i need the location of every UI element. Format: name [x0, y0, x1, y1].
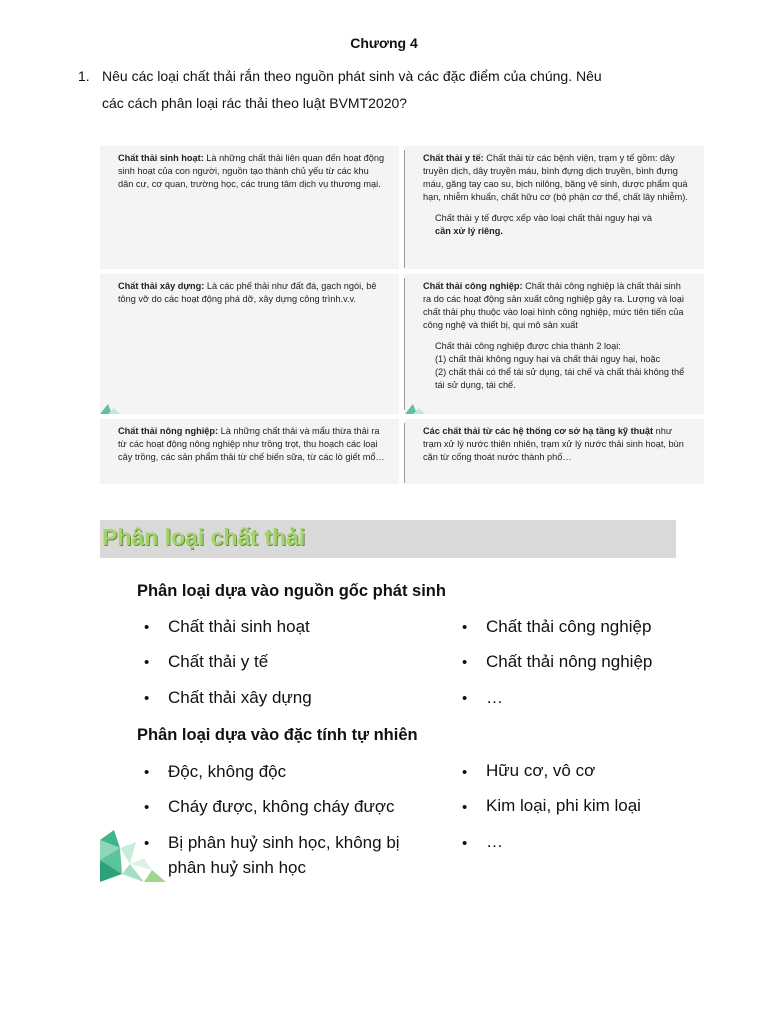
corner-decoration-icon — [405, 400, 427, 414]
bullet: • — [462, 619, 468, 636]
list-item-continuation: phân huỷ sinh học — [168, 858, 306, 877]
list-item: … — [486, 688, 503, 707]
industrial-waste-cell — [405, 274, 704, 414]
section-heading-nature: Phân loại dựa vào đặc tính tự nhiên — [137, 726, 418, 744]
domestic-waste-cell — [100, 146, 399, 269]
cell-note — [423, 212, 690, 238]
cell-text: Là những chất thải và mẩu thừa thải ra từ các hoạt động nông nghiệp như trồng trọt, thu hoạch các loại cây trồng, các sản phẩm thải từ chế biến sữa, từ các lò giết mổ… — [118, 426, 385, 462]
chapter-title: Chương 4 — [350, 35, 418, 51]
infrastructure-waste-cell — [405, 419, 704, 484]
list-item: Chất thải nông nghiệp — [486, 652, 653, 671]
subnote-line: (2) chất thải có thể tái sử dụng, tái chế và chất thải không thể tái sử dụng, tái chế. — [435, 367, 685, 390]
bullet: • — [462, 654, 468, 671]
slide-corner-decoration-icon — [100, 830, 172, 882]
waste-types-grid — [100, 146, 704, 484]
question-1 — [78, 63, 678, 117]
list-item: Chất thải sinh hoạt — [168, 617, 310, 636]
note-line: Chất thải y tế được xếp vào loại chất thải nguy hại và — [435, 213, 652, 223]
bullet: • — [144, 654, 150, 671]
list-item: Chất thải y tế — [168, 652, 269, 671]
subnote-line: (1) chất thải không nguy hại và chất thải nguy hại, hoặc — [435, 354, 661, 364]
slide-title: Phân loại chất thải — [102, 524, 306, 550]
question-line-1: Nêu các loại chất thải rắn theo nguồn phát sinh và các đặc điểm của chúng. Nêu — [102, 68, 602, 84]
cell-text: như trạm xử lý nước thiên nhiên, trạm xử lý nước thải sinh hoạt, bùn cặn từ cống thoát nước thành phố… — [423, 426, 684, 462]
bullet: • — [462, 799, 468, 816]
cell-heading: Các chất thải từ các hệ thống cơ sở hạ tầng kỹ thuật — [423, 426, 654, 436]
cell-text: Là những chất thải liên quan đến hoạt động sinh hoạt của con người, nguồn tạo thành chủ yếu từ các khu dân cư, cơ quan, trường học, các trung tâm dịch vụ thương mại. — [118, 153, 385, 189]
list-item: Cháy được, không cháy được — [168, 797, 395, 816]
agricultural-waste-cell — [100, 419, 399, 484]
cell-text: Chất thải từ các bệnh viện, trạm y tế gồm: dây truyền dịch, dây truyền máu, bình đựng dịch truyền, bình đựng máu, găng tay cao su, bịch nilông, băng vệ sinh, dược phẩm quá hạn, nhiễm khuẩn, chất hữu cơ (bộ phận cơ thể, chất lây nhiễm). — [423, 153, 688, 202]
bullet: • — [144, 799, 150, 816]
list-item: Hữu cơ, vô cơ — [486, 761, 596, 780]
cell-heading: Chất thải xây dựng: — [118, 281, 205, 291]
bullet: • — [462, 764, 468, 781]
subnote-line: Chất thải công nghiệp được chia thành 2 loại: — [435, 341, 621, 351]
cell-subnote — [423, 340, 690, 392]
bullet: • — [462, 690, 468, 707]
medical-waste-cell — [405, 146, 704, 269]
question-line-2: các cách phân loại rác thải theo luật BVMT2020? — [102, 95, 408, 111]
slide-header — [100, 520, 676, 558]
list-item: Chất thải công nghiệp — [486, 617, 652, 636]
bullet: • — [144, 835, 150, 852]
cell-text: Chất thải công nghiệp là chất thải sinh ra do các hoạt động sản xuất công nghiệp gây ra. Lượng và loại chất thải phụ thuộc vào loại hình công nghiệp, mức tiên tiến của công nghệ và thiết bị, qui mô sản xuất — [423, 281, 684, 330]
cell-heading: Chất thải sinh hoạt: — [118, 153, 204, 163]
list-item: Bị phân huỷ sinh học, không bị — [168, 833, 400, 852]
note-line-bold: cần xử lý riêng. — [435, 226, 503, 236]
corner-decoration-icon — [100, 400, 122, 414]
bullet: • — [144, 619, 150, 636]
classification-slide — [100, 520, 676, 882]
cell-heading: Chất thải công nghiệp: — [423, 281, 523, 291]
question-number: 1. — [78, 68, 90, 84]
bullet: • — [144, 764, 150, 781]
list-item: Chất thải xây dựng — [168, 688, 312, 707]
cell-heading: Chất thải y tế: — [423, 153, 484, 163]
cell-heading: Chất thải nông nghiệp: — [118, 426, 219, 436]
bullet: • — [144, 690, 150, 707]
construction-waste-cell — [100, 274, 399, 414]
list-item: Độc, không độc — [168, 762, 287, 781]
bullet: • — [462, 835, 468, 852]
list-item: Kim loại, phi kim loại — [486, 796, 641, 815]
section-heading-origin: Phân loại dựa vào nguồn gốc phát sinh — [137, 582, 446, 600]
cell-text: Là các phế thải như đất đá, gạch ngói, bê tông vỡ do các hoạt động phá dỡ, xây dựng công trình.v.v. — [118, 281, 377, 304]
list-item: … — [486, 832, 503, 851]
